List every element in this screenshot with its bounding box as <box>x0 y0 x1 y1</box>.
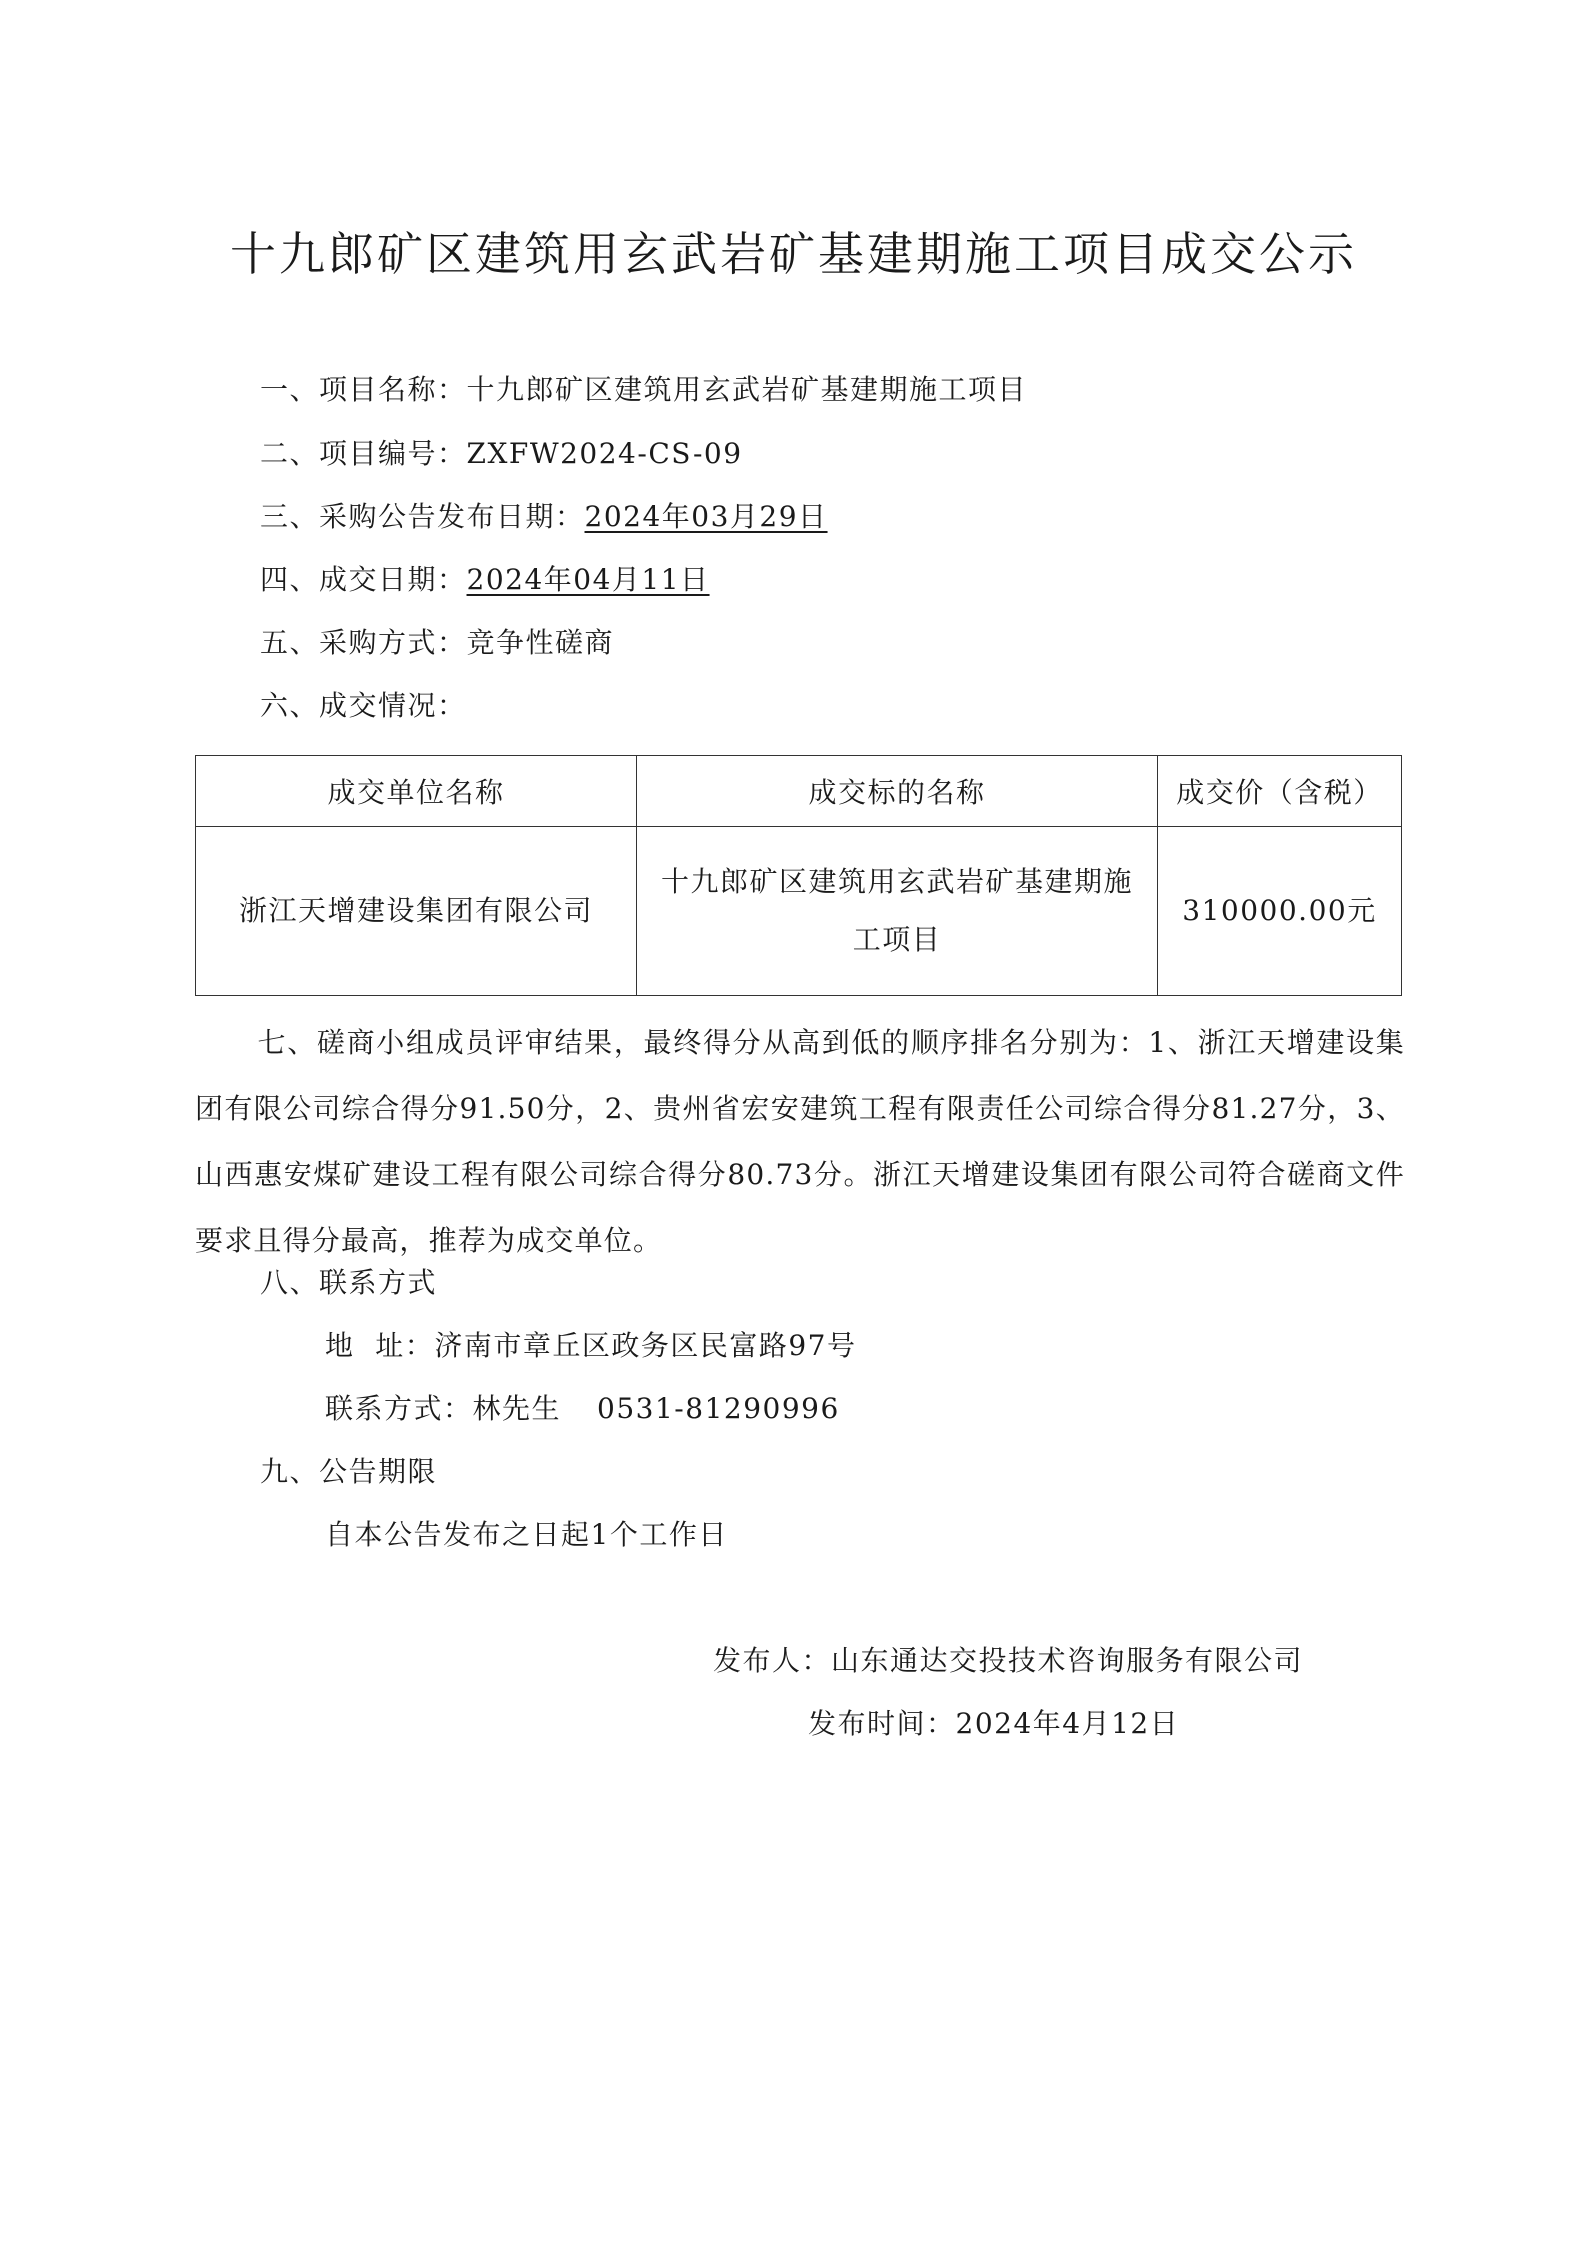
item-project-name <box>260 370 1027 410</box>
phone-value: 0531-81290996 <box>597 1392 840 1425</box>
method-value: 竞争性磋商 <box>466 626 615 659</box>
table-header-subject: 成交标的名称 <box>637 756 1158 827</box>
contact-person <box>325 1389 840 1429</box>
table-cell-unit: 浙江天增建设集团有限公司 <box>196 827 637 996</box>
item-deal-date <box>260 560 710 600</box>
project-no-label: 二、项目编号： <box>260 437 467 470</box>
review-text: 七、磋商小组成员评审结果，最终得分从高到低的顺序排名分别为：1、浙江天增建设集团有限公司综合得分91.50分，2、贵州省宏安建筑工程有限责任公司综合得分81.27分，3、山西惠安煤矿建设工程有限公司综合得分80.73分。浙江天增建设集团有限公司符合磋商文件要求且得分最高，推荐为成交单位。 <box>195 1026 1405 1257</box>
publish-time <box>808 1704 1179 1744</box>
project-name-value: 十九郎矿区建筑用玄武岩矿基建期施工项目 <box>466 373 1028 406</box>
item-method <box>260 623 614 663</box>
method-label: 五、采购方式： <box>260 626 467 659</box>
period-text: 自本公告发布之日起1个工作日 <box>325 1518 728 1551</box>
item-project-no <box>260 434 743 474</box>
period-label: 九、公告期限 <box>260 1455 438 1488</box>
table-header-row <box>196 756 1402 827</box>
contact-label: 八、联系方式 <box>260 1266 438 1299</box>
publisher-name: 山东通达交投技术咨询服务有限公司 <box>831 1644 1304 1677</box>
item-announce-date <box>260 497 828 537</box>
address-label: 地 址： <box>325 1329 435 1362</box>
project-no-value: ZXFW2024-CS-09 <box>466 437 743 470</box>
page-title: 十九郎矿区建筑用玄武岩矿基建期施工项目成交公示 <box>230 227 1357 281</box>
publish-time-label: 发布时间： <box>808 1707 956 1740</box>
announce-date-label: 三、采购公告发布日期： <box>260 500 585 533</box>
publisher-label: 发布人： <box>713 1644 832 1677</box>
deal-date-label: 四、成交日期： <box>260 563 467 596</box>
table-cell-subject: 十九郎矿区建筑用玄武岩矿基建期施工项目 <box>637 827 1158 996</box>
item-deal-info <box>260 686 467 726</box>
address-value: 济南市章丘区政务区民富路97号 <box>434 1329 857 1362</box>
review-paragraph <box>195 1010 1405 1274</box>
deal-info-label: 六、成交情况： <box>260 689 467 722</box>
table-header-price: 成交价（含税） <box>1158 756 1402 827</box>
deal-date-value: 2024年04月11日 <box>466 563 710 596</box>
person-value: 林先生 <box>472 1392 562 1425</box>
project-name-label: 一、项目名称： <box>260 373 467 406</box>
table-header-unit: 成交单位名称 <box>196 756 637 827</box>
deal-table <box>195 755 1402 996</box>
table-row <box>196 827 1402 996</box>
publish-time-value: 2024年4月12日 <box>955 1707 1180 1740</box>
publisher <box>713 1641 1303 1681</box>
contact-address <box>325 1326 856 1366</box>
table-cell-price: 310000.00元 <box>1158 827 1402 996</box>
person-label: 联系方式： <box>325 1392 473 1425</box>
announce-date-value: 2024年03月29日 <box>584 500 828 533</box>
